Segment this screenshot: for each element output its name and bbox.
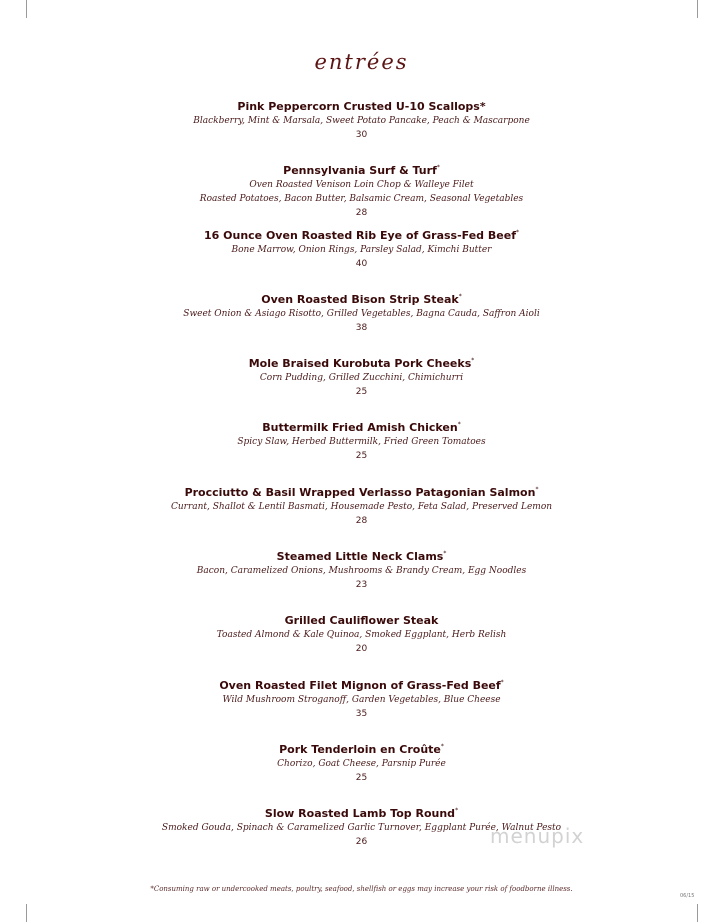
- allergen-asterisk: *: [455, 807, 459, 815]
- item-price: 38: [355, 322, 368, 333]
- item-price: 20: [355, 644, 368, 655]
- item-name: [0, 803, 723, 821]
- allergen-asterisk: *: [500, 678, 504, 686]
- item-name: [0, 160, 723, 178]
- item-description: Oven Roasted Venison Loin Chop & Walleye Filet: [249, 180, 474, 191]
- item-price: 35: [355, 708, 368, 719]
- item-name: [0, 546, 723, 564]
- menu-item: [0, 610, 723, 674]
- crop-mark-top-left: [26, 0, 27, 18]
- item-description: Bone Marrow, Onion Rings, Parsley Salad, Kimchi Butter: [231, 244, 492, 255]
- item-price: 40: [355, 258, 368, 269]
- allergen-asterisk: *: [457, 421, 461, 429]
- item-description: Spicy Slaw, Herbed Buttermilk, Fried Green Tomatoes: [237, 437, 486, 448]
- item-name: [0, 675, 723, 693]
- allergen-asterisk: *: [471, 357, 475, 365]
- item-description: Chorizo, Goat Cheese, Parsnip Purée: [277, 758, 446, 769]
- item-name: [0, 225, 723, 243]
- section-title: entrées: [314, 50, 409, 74]
- item-name-text: Oven Roasted Bison Strip Steak: [261, 292, 459, 306]
- item-name-text: Pennsylvania Surf & Turf: [283, 164, 437, 178]
- menu-item: [0, 353, 723, 417]
- item-description: Smoked Gouda, Spinach & Caramelized Garlic Turnover, Eggplant Purée, Walnut Pesto: [161, 823, 562, 834]
- allergen-asterisk: *: [515, 228, 519, 236]
- menu-item: [0, 417, 723, 481]
- watermark: menupix: [490, 824, 585, 848]
- item-name: [0, 482, 723, 500]
- item-name-text: Oven Roasted Filet Mignon of Grass-Fed Beef: [219, 678, 501, 692]
- menu-item: [0, 160, 723, 224]
- item-price: 25: [355, 772, 368, 783]
- menu-item: [0, 289, 723, 353]
- menu-item: [0, 482, 723, 546]
- item-description: Corn Pudding, Grilled Zucchini, Chimichurri: [259, 373, 464, 384]
- item-name: [0, 417, 723, 435]
- crop-mark-bottom-right: [697, 904, 698, 922]
- allergen-asterisk: *: [440, 742, 444, 750]
- footnote: *Consuming raw or undercooked meats, poultry, seafood, shellfish or eggs may increase your risk of foodborne illness.: [150, 885, 573, 893]
- item-price: 25: [355, 451, 368, 462]
- allergen-asterisk: *: [443, 550, 447, 558]
- item-description: Sweet Onion & Asiago Risotto, Grilled Vegetables, Bagna Cauda, Saffron Aioli: [183, 308, 540, 319]
- item-name-text: 16 Ounce Oven Roasted Rib Eye of Grass-Fed Beef: [204, 228, 516, 242]
- item-name-text: Pink Peppercorn Crusted U-10 Scallops*: [237, 100, 486, 113]
- allergen-asterisk: *: [436, 164, 440, 172]
- menu-item: [0, 803, 723, 867]
- item-name: [0, 289, 723, 307]
- item-price: 28: [355, 208, 368, 219]
- item-name-text: Grilled Cauliflower Steak: [284, 614, 439, 628]
- item-description: Wild Mushroom Stroganoff, Garden Vegetables, Blue Cheese: [222, 694, 501, 705]
- item-name-text: Buttermilk Fried Amish Chicken: [262, 421, 458, 435]
- menu-item: [0, 675, 723, 739]
- crop-mark-top-right: [697, 0, 698, 18]
- page-code: 06/15: [680, 893, 695, 899]
- item-description: Roasted Potatoes, Bacon Butter, Balsamic Cream, Seasonal Vegetables: [199, 194, 524, 205]
- item-price: 30: [355, 130, 368, 140]
- menu-item: [0, 546, 723, 610]
- item-name: [0, 610, 723, 628]
- entree-list: [0, 96, 723, 868]
- item-name-text: Steamed Little Neck Clams: [276, 550, 444, 564]
- menu-item: [0, 96, 723, 160]
- item-description: Bacon, Caramelized Onions, Mushrooms & Brandy Cream, Egg Noodles: [196, 566, 527, 577]
- menu-item: [0, 225, 723, 289]
- item-price: 28: [355, 515, 368, 526]
- item-name-text: Pork Tenderloin en Croûte: [279, 742, 441, 756]
- allergen-asterisk: *: [535, 485, 539, 493]
- item-description: Blackberry, Mint & Marsala, Sweet Potato Pancake, Peach & Mascarpone: [193, 116, 530, 126]
- item-price: 25: [355, 387, 368, 398]
- item-name: [0, 739, 723, 757]
- item-name: [0, 96, 723, 114]
- item-name-text: Procciutto & Basil Wrapped Verlasso Patagonian Salmon: [184, 485, 536, 499]
- item-name: [0, 353, 723, 371]
- item-name-text: Slow Roasted Lamb Top Round: [264, 807, 456, 821]
- item-description: Toasted Almond & Kale Quinoa, Smoked Eggplant, Herb Relish: [216, 630, 507, 641]
- crop-mark-bottom-left: [26, 904, 27, 922]
- item-description: Currant, Shallot & Lentil Basmati, Housemade Pesto, Feta Salad, Preserved Lemon: [170, 501, 553, 512]
- item-price: 23: [355, 580, 368, 591]
- allergen-asterisk: *: [458, 292, 462, 300]
- item-price: 26: [355, 837, 368, 848]
- menu-item: [0, 739, 723, 803]
- item-name-text: Mole Braised Kurobuta Pork Cheeks: [248, 357, 472, 371]
